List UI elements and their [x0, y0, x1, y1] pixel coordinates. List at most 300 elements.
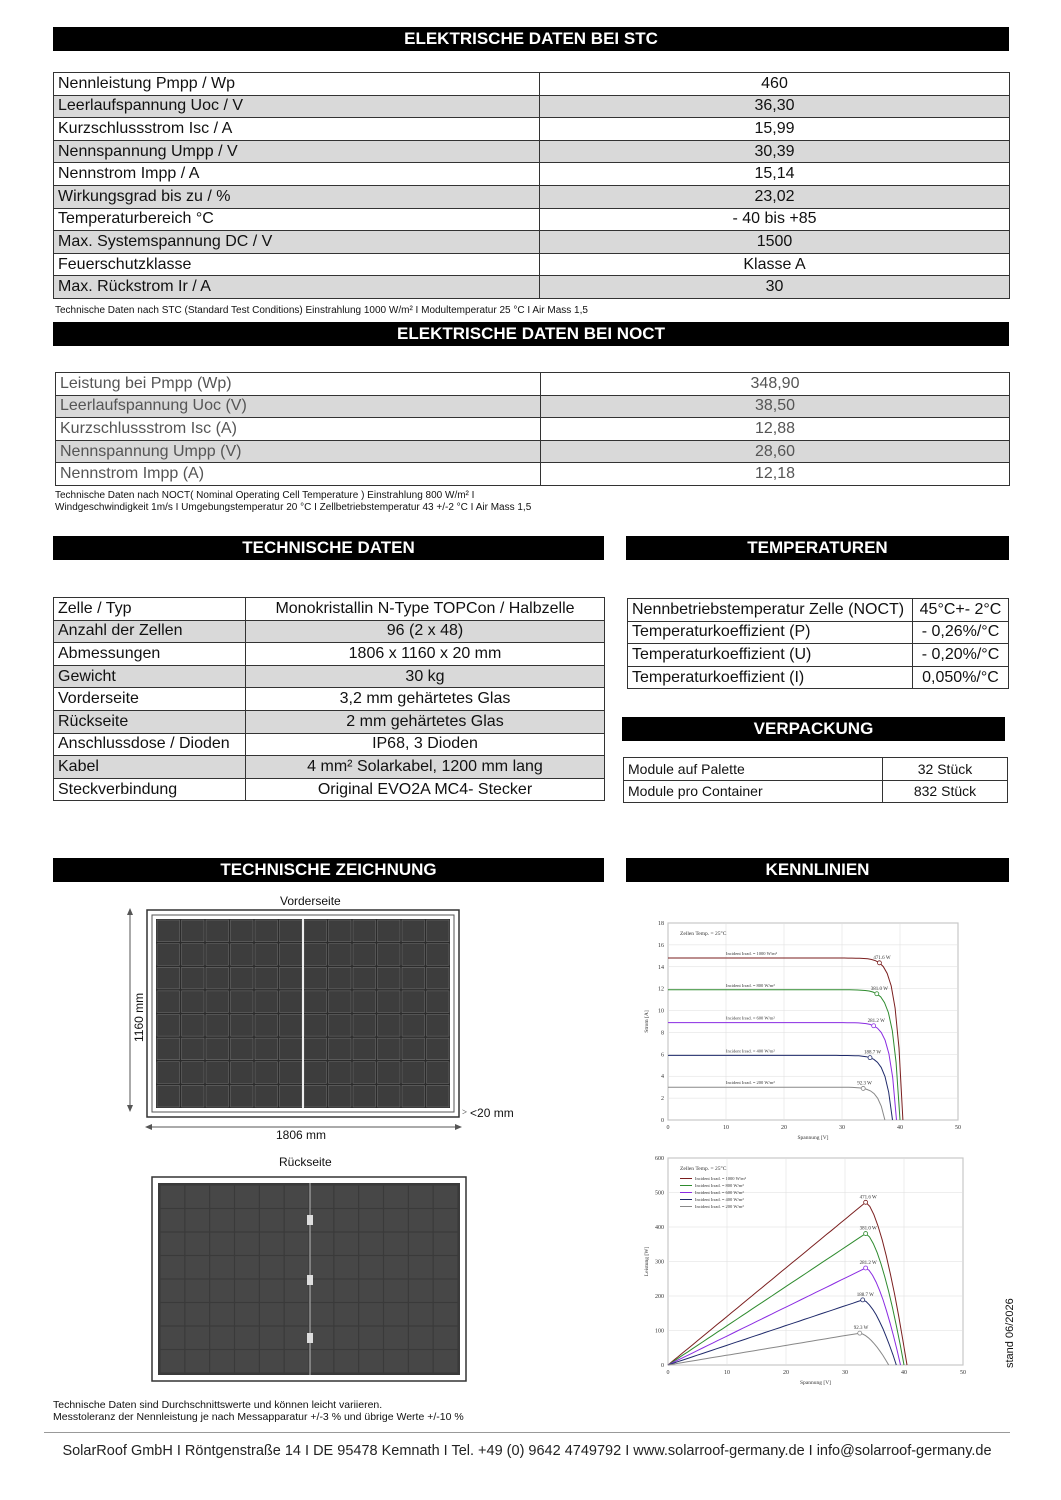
mpp-marker: [861, 1086, 865, 1090]
front-cell: [206, 944, 229, 966]
front-cell: [304, 967, 327, 989]
back-cell: [235, 1280, 259, 1302]
row-value: 30,39: [540, 140, 1010, 163]
mpp-label: 92.3 W: [857, 1081, 872, 1087]
mpp-marker: [872, 1024, 876, 1028]
table-row: [54, 688, 605, 711]
back-cell: [235, 1186, 259, 1208]
front-cell: [304, 1062, 327, 1084]
back-cell: [260, 1280, 284, 1302]
back-cell: [384, 1186, 408, 1208]
table-row: [624, 780, 1008, 803]
row-value: 30 kg: [246, 665, 605, 688]
front-cell: [304, 944, 327, 966]
iv-chart: [638, 915, 968, 1145]
front-cell: [427, 944, 450, 966]
front-cell: [157, 920, 180, 942]
front-cell: [206, 920, 229, 942]
back-cell: [210, 1350, 234, 1372]
front-cell: [304, 1015, 327, 1037]
row-label: Nennspannung Umpp (V): [56, 440, 541, 463]
front-cell: [231, 967, 254, 989]
back-cell: [434, 1280, 458, 1302]
row-value: 2 mm gehärtetes Glas: [246, 710, 605, 733]
front-cell: [304, 1085, 327, 1107]
row-value: 32 Stück: [883, 758, 1008, 781]
front-cell: [427, 967, 450, 989]
y-tick-label: 18: [658, 921, 664, 927]
table-row: [54, 665, 605, 688]
back-cell: [359, 1209, 383, 1231]
y-tick-label: 200: [655, 1294, 664, 1300]
y-axis-label: Strom [A]: [644, 1010, 650, 1033]
back-cell: [235, 1327, 259, 1349]
table-row: [54, 95, 1010, 118]
front-cell: [280, 1085, 303, 1107]
back-cell: [384, 1327, 408, 1349]
back-cell: [409, 1209, 433, 1231]
row-value: IP68, 3 Dioden: [246, 733, 605, 756]
x-tick-label: 50: [955, 1125, 961, 1131]
front-cell: [353, 1062, 376, 1084]
legend-entry: Incident Irrad. = 400 W/m²: [695, 1197, 744, 1202]
back-cell: [310, 1327, 334, 1349]
front-cell: [255, 1038, 278, 1060]
stc-table: [53, 72, 1010, 299]
row-label: Feuerschutzklasse: [54, 253, 540, 276]
front-cell: [182, 944, 205, 966]
back-cell: [384, 1256, 408, 1278]
back-cell: [409, 1186, 433, 1208]
mpp-label: 471.6 W: [859, 1195, 877, 1201]
table-row: [54, 163, 1010, 186]
back-cell: [210, 1327, 234, 1349]
back-cell: [310, 1186, 334, 1208]
back-label: Rückseite: [279, 1155, 332, 1169]
x-tick-label: 10: [723, 1125, 729, 1131]
mpp-label: 92.3 W: [853, 1326, 869, 1332]
back-cell: [334, 1327, 358, 1349]
table-row: [54, 185, 1010, 208]
back-cell: [409, 1327, 433, 1349]
back-cell: [310, 1209, 334, 1231]
y-tick-label: 100: [655, 1328, 664, 1335]
back-cell: [210, 1256, 234, 1278]
back-cell: [409, 1280, 433, 1302]
front-cell: [329, 1038, 352, 1060]
svg-text:>: >: [462, 1107, 468, 1117]
front-cell: [329, 1085, 352, 1107]
mpp-marker: [858, 1331, 862, 1335]
back-cell: [210, 1186, 234, 1208]
x-tick-label: 30: [842, 1370, 848, 1376]
front-cell: [329, 967, 352, 989]
mpp-label: 381.0 W: [870, 986, 888, 992]
table-row: [54, 253, 1010, 276]
row-value: 1500: [540, 231, 1010, 254]
y-tick-label: 2: [661, 1096, 664, 1103]
front-cell: [182, 967, 205, 989]
legend-entry: Incident Irrad. = 200 W/m²: [695, 1204, 744, 1209]
front-cell: [378, 1062, 401, 1084]
front-cell: [255, 1062, 278, 1084]
front-cell: [182, 991, 205, 1013]
front-cell: [353, 944, 376, 966]
pack-table: [623, 757, 1008, 803]
front-cell: [427, 1085, 450, 1107]
y-axis-label: Leistung [W]: [644, 1246, 650, 1277]
back-cell: [310, 1256, 334, 1278]
front-cell: [353, 967, 376, 989]
front-cell: [280, 1038, 303, 1060]
series-label: Incident Irrad. = 600 W/m²: [726, 1015, 775, 1021]
front-cell: [402, 991, 425, 1013]
back-cell: [310, 1350, 334, 1372]
table-row: [628, 599, 1009, 622]
back-cell: [185, 1233, 209, 1255]
front-cell: [353, 1038, 376, 1060]
row-label: Nennbetriebstemperatur Zelle (NOCT): [628, 599, 913, 622]
front-cell: [329, 1015, 352, 1037]
front-cell: [353, 991, 376, 1013]
front-cell: [206, 967, 229, 989]
series-label: Incident Irrad. = 1000 W/m²: [726, 951, 777, 957]
back-cell: [161, 1233, 185, 1255]
front-cell: [329, 991, 352, 1013]
table-row: [54, 73, 1010, 96]
front-cell: [427, 1038, 450, 1060]
back-cell: [384, 1350, 408, 1372]
table-row: [54, 756, 605, 779]
front-cell: [280, 967, 303, 989]
front-cell: [378, 944, 401, 966]
footer-divider: [44, 1432, 1010, 1433]
legend-entry: Incident Irrad. = 600 W/m²: [695, 1190, 744, 1195]
x-axis-label: Spannung [V]: [797, 1135, 829, 1141]
y-tick-label: 400: [655, 1225, 664, 1231]
back-cell: [185, 1209, 209, 1231]
temp-table: [627, 598, 1009, 689]
back-cell: [334, 1350, 358, 1372]
front-cell: [402, 1062, 425, 1084]
back-cell: [235, 1303, 259, 1325]
back-cell: [359, 1327, 383, 1349]
front-cell: [182, 1038, 205, 1060]
table-row: [54, 710, 605, 733]
back-cell: [260, 1186, 284, 1208]
row-label: Vorderseite: [54, 688, 246, 711]
front-cell: [231, 1015, 254, 1037]
front-cell: [206, 1038, 229, 1060]
pack-heading: VERPACKUNG: [622, 717, 1005, 741]
front-cell: [427, 920, 450, 942]
stc-note: Technische Daten nach STC (Standard Test Conditions) Einstrahlung 1000 W/m² I Modultemperatur 25 °C I Air Mass 1,5: [55, 305, 588, 316]
back-cell: [359, 1280, 383, 1302]
back-cell: [285, 1303, 309, 1325]
table-row: [54, 208, 1010, 231]
front-cell: [255, 920, 278, 942]
back-cell: [310, 1303, 334, 1325]
curves-heading: KENNLINIEN: [626, 858, 1009, 882]
row-value: 4 mm² Solarkabel, 1200 mm lang: [246, 756, 605, 779]
mpp-marker: [861, 1298, 865, 1302]
front-cell: [353, 1015, 376, 1037]
row-value: Klasse A: [540, 253, 1010, 276]
back-cell: [260, 1303, 284, 1325]
table-row: [56, 463, 1010, 486]
front-cell: [231, 991, 254, 1013]
back-cell: [185, 1256, 209, 1278]
front-cell: [402, 944, 425, 966]
back-cell: [285, 1280, 309, 1302]
front-cell: [304, 1038, 327, 1060]
back-cell: [260, 1233, 284, 1255]
tech-heading: TECHNISCHE DATEN: [53, 536, 604, 560]
front-cell: [280, 1062, 303, 1084]
tech-table: [53, 597, 605, 801]
table-row: [628, 644, 1009, 667]
front-cell: [182, 920, 205, 942]
row-label: Steckverbindung: [54, 778, 246, 801]
row-label: Rückseite: [54, 710, 246, 733]
front-cell: [280, 944, 303, 966]
row-value: Original EVO2A MC4- Stecker: [246, 778, 605, 801]
front-cell: [206, 1062, 229, 1084]
front-cell: [378, 967, 401, 989]
stand-date: stand 06/2026: [1004, 1298, 1016, 1368]
row-value: 460: [540, 73, 1010, 96]
pv-chart: [638, 1150, 973, 1390]
back-cell: [210, 1280, 234, 1302]
back-cell: [434, 1327, 458, 1349]
back-cell: [334, 1280, 358, 1302]
footer-note-2: Messtoleranz der Nennleistung je nach Messapparatur +/-3 % und übrige Werte +/-10 %: [53, 1411, 464, 1423]
front-cell: [231, 944, 254, 966]
row-value: 1806 x 1160 x 20 mm: [246, 643, 605, 666]
back-cell: [434, 1186, 458, 1208]
front-cell: [427, 1015, 450, 1037]
back-cell: [434, 1256, 458, 1278]
y-tick-label: 16: [658, 942, 664, 949]
noct-heading: ELEKTRISCHE DATEN BEI NOCT: [53, 322, 1009, 346]
series-label: Incident Irrad. = 400 W/m²: [726, 1048, 775, 1054]
front-cell: [255, 1085, 278, 1107]
front-cell: [206, 991, 229, 1013]
legend-entry: Incident Irrad. = 1000 W/m²: [695, 1176, 746, 1181]
y-tick-label: 12: [658, 986, 664, 993]
x-axis-label: Spannung [V]: [799, 1380, 832, 1386]
row-label: Zelle / Typ: [54, 598, 246, 621]
front-cell: [402, 920, 425, 942]
mpp-label: 281.2 W: [859, 1260, 877, 1266]
y-tick-label: 10: [658, 1008, 664, 1015]
table-row: [54, 231, 1010, 254]
row-value: Monokristallin N-Type TOPCon / Halbzelle: [246, 598, 605, 621]
front-cell: [231, 1038, 254, 1060]
back-cell: [161, 1186, 185, 1208]
front-cell: [353, 1085, 376, 1107]
y-tick-label: 300: [655, 1259, 664, 1266]
x-tick-label: 20: [783, 1370, 789, 1376]
back-cell: [161, 1256, 185, 1278]
row-value: 348,90: [541, 373, 1010, 396]
back-cell: [260, 1350, 284, 1372]
back-panel-drawing: [150, 1175, 470, 1385]
back-cell: [185, 1280, 209, 1302]
y-tick-label: 6: [661, 1052, 664, 1059]
drawing-heading: TECHNISCHE ZEICHNUNG: [53, 858, 604, 882]
x-tick-label: 0: [666, 1125, 670, 1131]
y-tick-label: 14: [658, 964, 664, 971]
row-value: 38,50: [541, 395, 1010, 418]
back-cell: [310, 1280, 334, 1302]
row-label: Anschlussdose / Dioden: [54, 733, 246, 756]
temp-heading: TEMPERATUREN: [626, 536, 1009, 560]
back-cell: [185, 1350, 209, 1372]
row-value: - 40 bis +85: [540, 208, 1010, 231]
back-cell: [334, 1233, 358, 1255]
row-label: Abmessungen: [54, 643, 246, 666]
table-row: [54, 620, 605, 643]
front-cell: [402, 1038, 425, 1060]
noct-note-1: Technische Daten nach NOCT( Nominal Operating Cell Temperature ) Einstrahlung 800 W/m² I: [55, 490, 475, 501]
mpp-label: 381.0 W: [859, 1226, 877, 1232]
depth-dimension-value: 20 mm: [477, 1106, 514, 1120]
front-cell: [402, 1085, 425, 1107]
front-cell: [329, 920, 352, 942]
row-label: Module pro Container: [624, 780, 883, 803]
back-cell: [434, 1209, 458, 1231]
series-label: Incident Irrad. = 200 W/m²: [726, 1080, 775, 1086]
row-value: 45°C+- 2°C: [913, 599, 1009, 622]
table-row: [56, 418, 1010, 441]
table-row: [628, 666, 1009, 689]
row-value: 15,99: [540, 118, 1010, 141]
mpp-label: 188.7 W: [856, 1292, 874, 1298]
mpp-marker: [868, 1056, 872, 1060]
back-cell: [235, 1209, 259, 1231]
back-cell: [285, 1327, 309, 1349]
y-tick-label: 600: [655, 1156, 664, 1162]
row-value: 12,88: [541, 418, 1010, 441]
back-cell: [409, 1303, 433, 1325]
row-value: 832 Stück: [883, 780, 1008, 803]
back-cell: [210, 1233, 234, 1255]
height-dimension: 1160 mm: [132, 992, 146, 1042]
table-row: [54, 118, 1010, 141]
front-cell: [255, 967, 278, 989]
row-label: Module auf Palette: [624, 758, 883, 781]
front-cell: [280, 920, 303, 942]
back-cell: [285, 1186, 309, 1208]
back-cell: [384, 1280, 408, 1302]
row-label: Nennleistung Pmpp / Wp: [54, 73, 540, 96]
front-cell: [255, 1015, 278, 1037]
row-label: Kurzschlussstrom Isc (A): [56, 418, 541, 441]
back-cell: [359, 1256, 383, 1278]
row-label: Nennspannung Umpp / V: [54, 140, 540, 163]
table-row: [54, 778, 605, 801]
row-label: Leistung bei Pmpp (Wp): [56, 373, 541, 396]
x-tick-label: 40: [901, 1370, 907, 1376]
table-row: [54, 733, 605, 756]
front-cell: [206, 1015, 229, 1037]
noct-note-2: Windgeschwindigkeit 1m/s I Umgebungstemperatur 20 °C I Zellbetriebstemperatur 43 +/-2 °C I Air Mass 1,5: [55, 502, 532, 513]
y-tick-label: 4: [661, 1074, 664, 1081]
row-label: Temperaturkoeffizient (P): [628, 621, 913, 644]
row-value: 30: [540, 276, 1010, 299]
back-cell: [434, 1350, 458, 1372]
back-cell: [185, 1186, 209, 1208]
row-label: Max. Systemspannung DC / V: [54, 231, 540, 254]
front-cell: [255, 991, 278, 1013]
front-cell: [378, 991, 401, 1013]
table-row: [54, 276, 1010, 299]
chart-title: Zellen Temp. = 25°C: [680, 1166, 727, 1172]
row-label: Leerlaufspannung Uoc (V): [56, 395, 541, 418]
row-value: 96 (2 x 48): [246, 620, 605, 643]
back-cell: [235, 1233, 259, 1255]
front-cell: [304, 920, 327, 942]
back-cell: [260, 1256, 284, 1278]
front-cell: [157, 944, 180, 966]
row-value: - 0,26%/°C: [913, 621, 1009, 644]
back-cell: [359, 1233, 383, 1255]
front-cell: [157, 967, 180, 989]
row-label: Gewicht: [54, 665, 246, 688]
back-cell: [310, 1233, 334, 1255]
depth-dimension: <20 mm: [470, 1106, 514, 1120]
row-value: - 0,20%/°C: [913, 644, 1009, 667]
row-label: Temperaturkoeffizient (U): [628, 644, 913, 667]
back-cell: [235, 1256, 259, 1278]
x-tick-label: 0: [666, 1370, 670, 1376]
front-cell: [157, 1038, 180, 1060]
back-cell: [409, 1256, 433, 1278]
front-cell: [378, 920, 401, 942]
mpp-marker: [877, 961, 881, 965]
row-value: 12,18: [541, 463, 1010, 486]
front-cell: [157, 1015, 180, 1037]
front-label: Vorderseite: [280, 894, 341, 908]
stc-heading: ELEKTRISCHE DATEN BEI STC: [53, 27, 1009, 51]
back-cell: [409, 1233, 433, 1255]
mpp-marker: [864, 1232, 868, 1236]
y-tick-label: 8: [661, 1030, 664, 1037]
mpp-label: 471.6 W: [873, 955, 891, 961]
table-row: [56, 440, 1010, 463]
row-label: Wirkungsgrad bis zu / %: [54, 185, 540, 208]
front-cell: [378, 1085, 401, 1107]
front-cell: [329, 1062, 352, 1084]
back-cell: [334, 1303, 358, 1325]
row-label: Temperaturkoeffizient (I): [628, 666, 913, 689]
x-tick-label: 20: [781, 1125, 787, 1131]
back-cell: [285, 1350, 309, 1372]
back-cell: [384, 1303, 408, 1325]
mpp-label: 188.7 W: [864, 1050, 882, 1056]
back-cell: [161, 1280, 185, 1302]
back-cell: [434, 1303, 458, 1325]
table-row: [54, 140, 1010, 163]
mpp-marker: [864, 1200, 868, 1204]
chart-title: Zellen Temp. = 25°C: [680, 931, 727, 937]
back-cell: [409, 1350, 433, 1372]
series-label: Incident Irrad. = 800 W/m²: [726, 982, 775, 988]
back-cell: [260, 1209, 284, 1231]
back-cell: [185, 1303, 209, 1325]
width-dimension: 1806 mm: [276, 1128, 327, 1142]
